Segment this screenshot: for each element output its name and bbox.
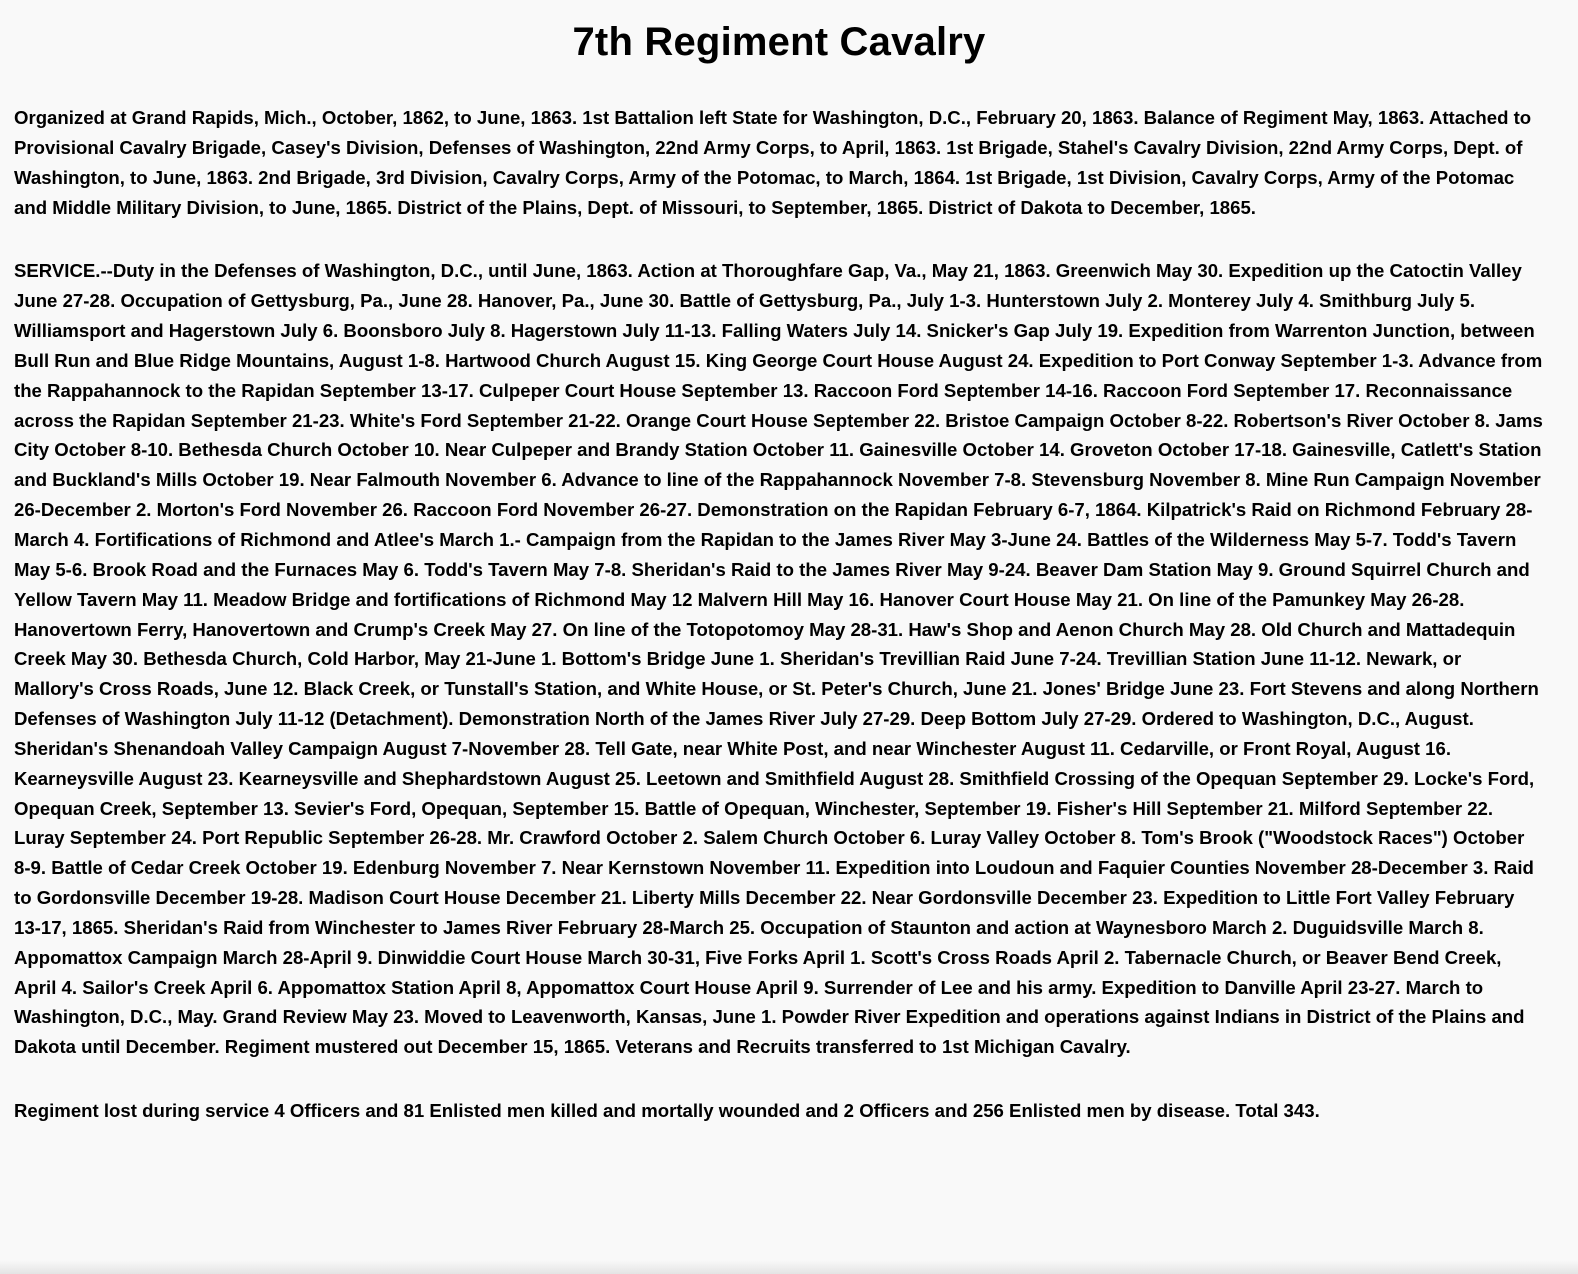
- organization-paragraph: Organized at Grand Rapids, Mich., October, 1862, to June, 1863. 1st Battalion left State for Washington, D.C., February 20, 1863. Balance of Regiment May, 1863. Attached to Provisional Cavalry Brigade, Casey's Division, Defenses of Washington, 22nd Army Corps, to April, 1863. 1st Brigade, Stahel's Cavalry Division, 22nd Army Corps, Dept. of Washington, to June, 1863. 2nd Brigade, 3rd Division, Cavalry Corps, Army of the Potomac, to March, 1864. 1st Brigade, 1st Division, Cavalry Corps, Army of the Potomac and Middle Military Division, to June, 1865. District of the Plains, Dept. of Missouri, to September, 1865. District of Dakota to December, 1865.: [14, 107, 1532, 218]
- service-paragraph: SERVICE.--Duty in the Defenses of Washington, D.C., until June, 1863. Action at Thoroughfare Gap, Va., May 21, 1863. Greenwich May 30. Expedition up the Catoctin Valley June 27-28. Occupation of Gettysburg, Pa., June 28. Hanover, Pa., June 30. Battle of Gettysburg, Pa., July 1-3. Hunterstown July 2. Monterey July 4. Smithburg July 5. Williamsport and Hagerstown July 6. Boonsboro July 8. Hagerstown July 11-13. Falling Waters July 14. Snicker's Gap July 19. Expedition from Warrenton Junction, between Bull Run and Blue Ridge Mountains, August 1-8. Hartwood Church August 15. King George Court House August 24. Expedition to Port Conway September 1-3. Advance from the Rappahannock to the Rapidan September 13-17. Culpeper Court House September 13. Raccoon Ford September 14-16. Raccoon Ford September 17. Reconnaissance across the Rapidan September 21-23. White's Ford September 21-22. Orange Court House September 22. Bristoe Campaign October 8-22. Robertson's River October 8. Jams City October 8-10. Bethesda Church October 10. Near Culpeper and Brandy Station October 11. Gainesville October 14. Groveton October 17-18. Gainesville, Catlett's Station and Buckland's Mills October 19. Near Falmouth November 6. Advance to line of the Rappahannock November 7-8. Stevensburg November 8. Mine Run Campaign November 26-December 2. Morton's Ford November 26. Raccoon Ford November 26-27. Demonstration on the Rapidan February 6-7, 1864. Kilpatrick's Raid on Richmond February 28-March 4. Fortifications of Richmond and Atlee's March 1.- Campaign from the Rapidan to the James River May 3-June 24. Battles of the Wilderness May 5-7. Todd's Tavern May 5-6. Brook Road and the Furnaces May 6. Todd's Tavern May 7-8. Sheridan's Raid to the James River May 9-24. Beaver Dam Station May 9. Ground Squirrel Church and Yellow Tavern May 11. Meadow Bridge and fortifications of Richmond May 12 Malvern Hill May 16. Hanover Court House May 21. On line of the Pamunkey May 26-28. Hanovertown Ferry, Hanovertown and Crump's Creek May 27. On line of the Totopotomoy May 28-31. Haw's Shop and Aenon Church May 28. Old Church and Mattadequin Creek May 30. Bethesda Church, Cold Harbor, May 21-June 1. Bottom's Bridge June 1. Sheridan's Trevillian Raid June 7-24. Trevillian Station June 11-12. Newark, or Mallory's Cross Roads, June 12. Black Creek, or Tunstall's Station, and White House, or St. Peter's Church, June 21. Jones' Bridge June 23. Fort Stevens and along Northern Defenses of Washington July 11-12 (Detachment). Demonstration North of the James River July 27-29. Deep Bottom July 27-29. Ordered to Washington, D.C., August. Sheridan's Shenandoah Valley Campaign August 7-November 28. Tell Gate, near White Post, and near Winchester August 11. Cedarville, or Front Royal, August 16. Kearneysville August 23. Kearneysville and Shephardstown August 25. Leetown and Smithfield August 28. Smithfield Crossing of the Opequan September 29. Locke's Ford, Opequan Creek, September 13. Sevier's Ford, Opequan, September 15. Battle of Opequan, Winchester, September 19. Fisher's Hill September 21. Milford September 22. Luray September 24. Port Republic September 26-28. Mr. Crawford October 2. Salem Church October 6. Luray Valley October 8. Tom's Brook ("Woodstock Races") October 8-9. Battle of Cedar Creek October 19. Edenburg November 7. Near Kernstown November 11. Expedition into Loudoun and Faquier Counties November 28-December 3. Raid to Gordonsville December 19-28. Madison Court House December 21. Liberty Mills December 22. Near Gordonsville December 23. Expedition to Little Fort Valley February 13-17, 1865. Sheridan's Raid from Winchester to James River February 28-March 25. Occupation of Staunton and action at Waynesboro March 2. Duguidsville March 8. Appomattox Campaign March 28-April 9. Dinwiddie Court House March 30-31, Five Forks April 1. Scott's Cross Roads April 2. Tabernacle Church, or Beaver Bend Creek, April 4. Sailor's Creek April 6. Appomattox Station April 8, Appomattox Court House April 9. Surrender of Lee and his army. Expedition to Danville April 23-27. March to Washington, D.C., May. Grand Review May 23. Moved to Leavenworth, Kansas, June 1. Powder River Expedition and operations against Indians in District of the Plains and Dakota until December. Regiment mustered out December 15, 1865. Veterans and Recruits transferred to 1st Michigan Cavalry.: [14, 260, 1543, 1058]
- document-page: [14, 0, 1544, 1126]
- page-title: 7th Regiment Cavalry: [572, 20, 986, 64]
- bottom-edge-shadow: [0, 1260, 1578, 1274]
- losses-paragraph: Regiment lost during service 4 Officers and 81 Enlisted men killed and mortally wounded and 2 Officers and 256 Enlisted men by disease. Total 343.: [14, 1100, 1320, 1122]
